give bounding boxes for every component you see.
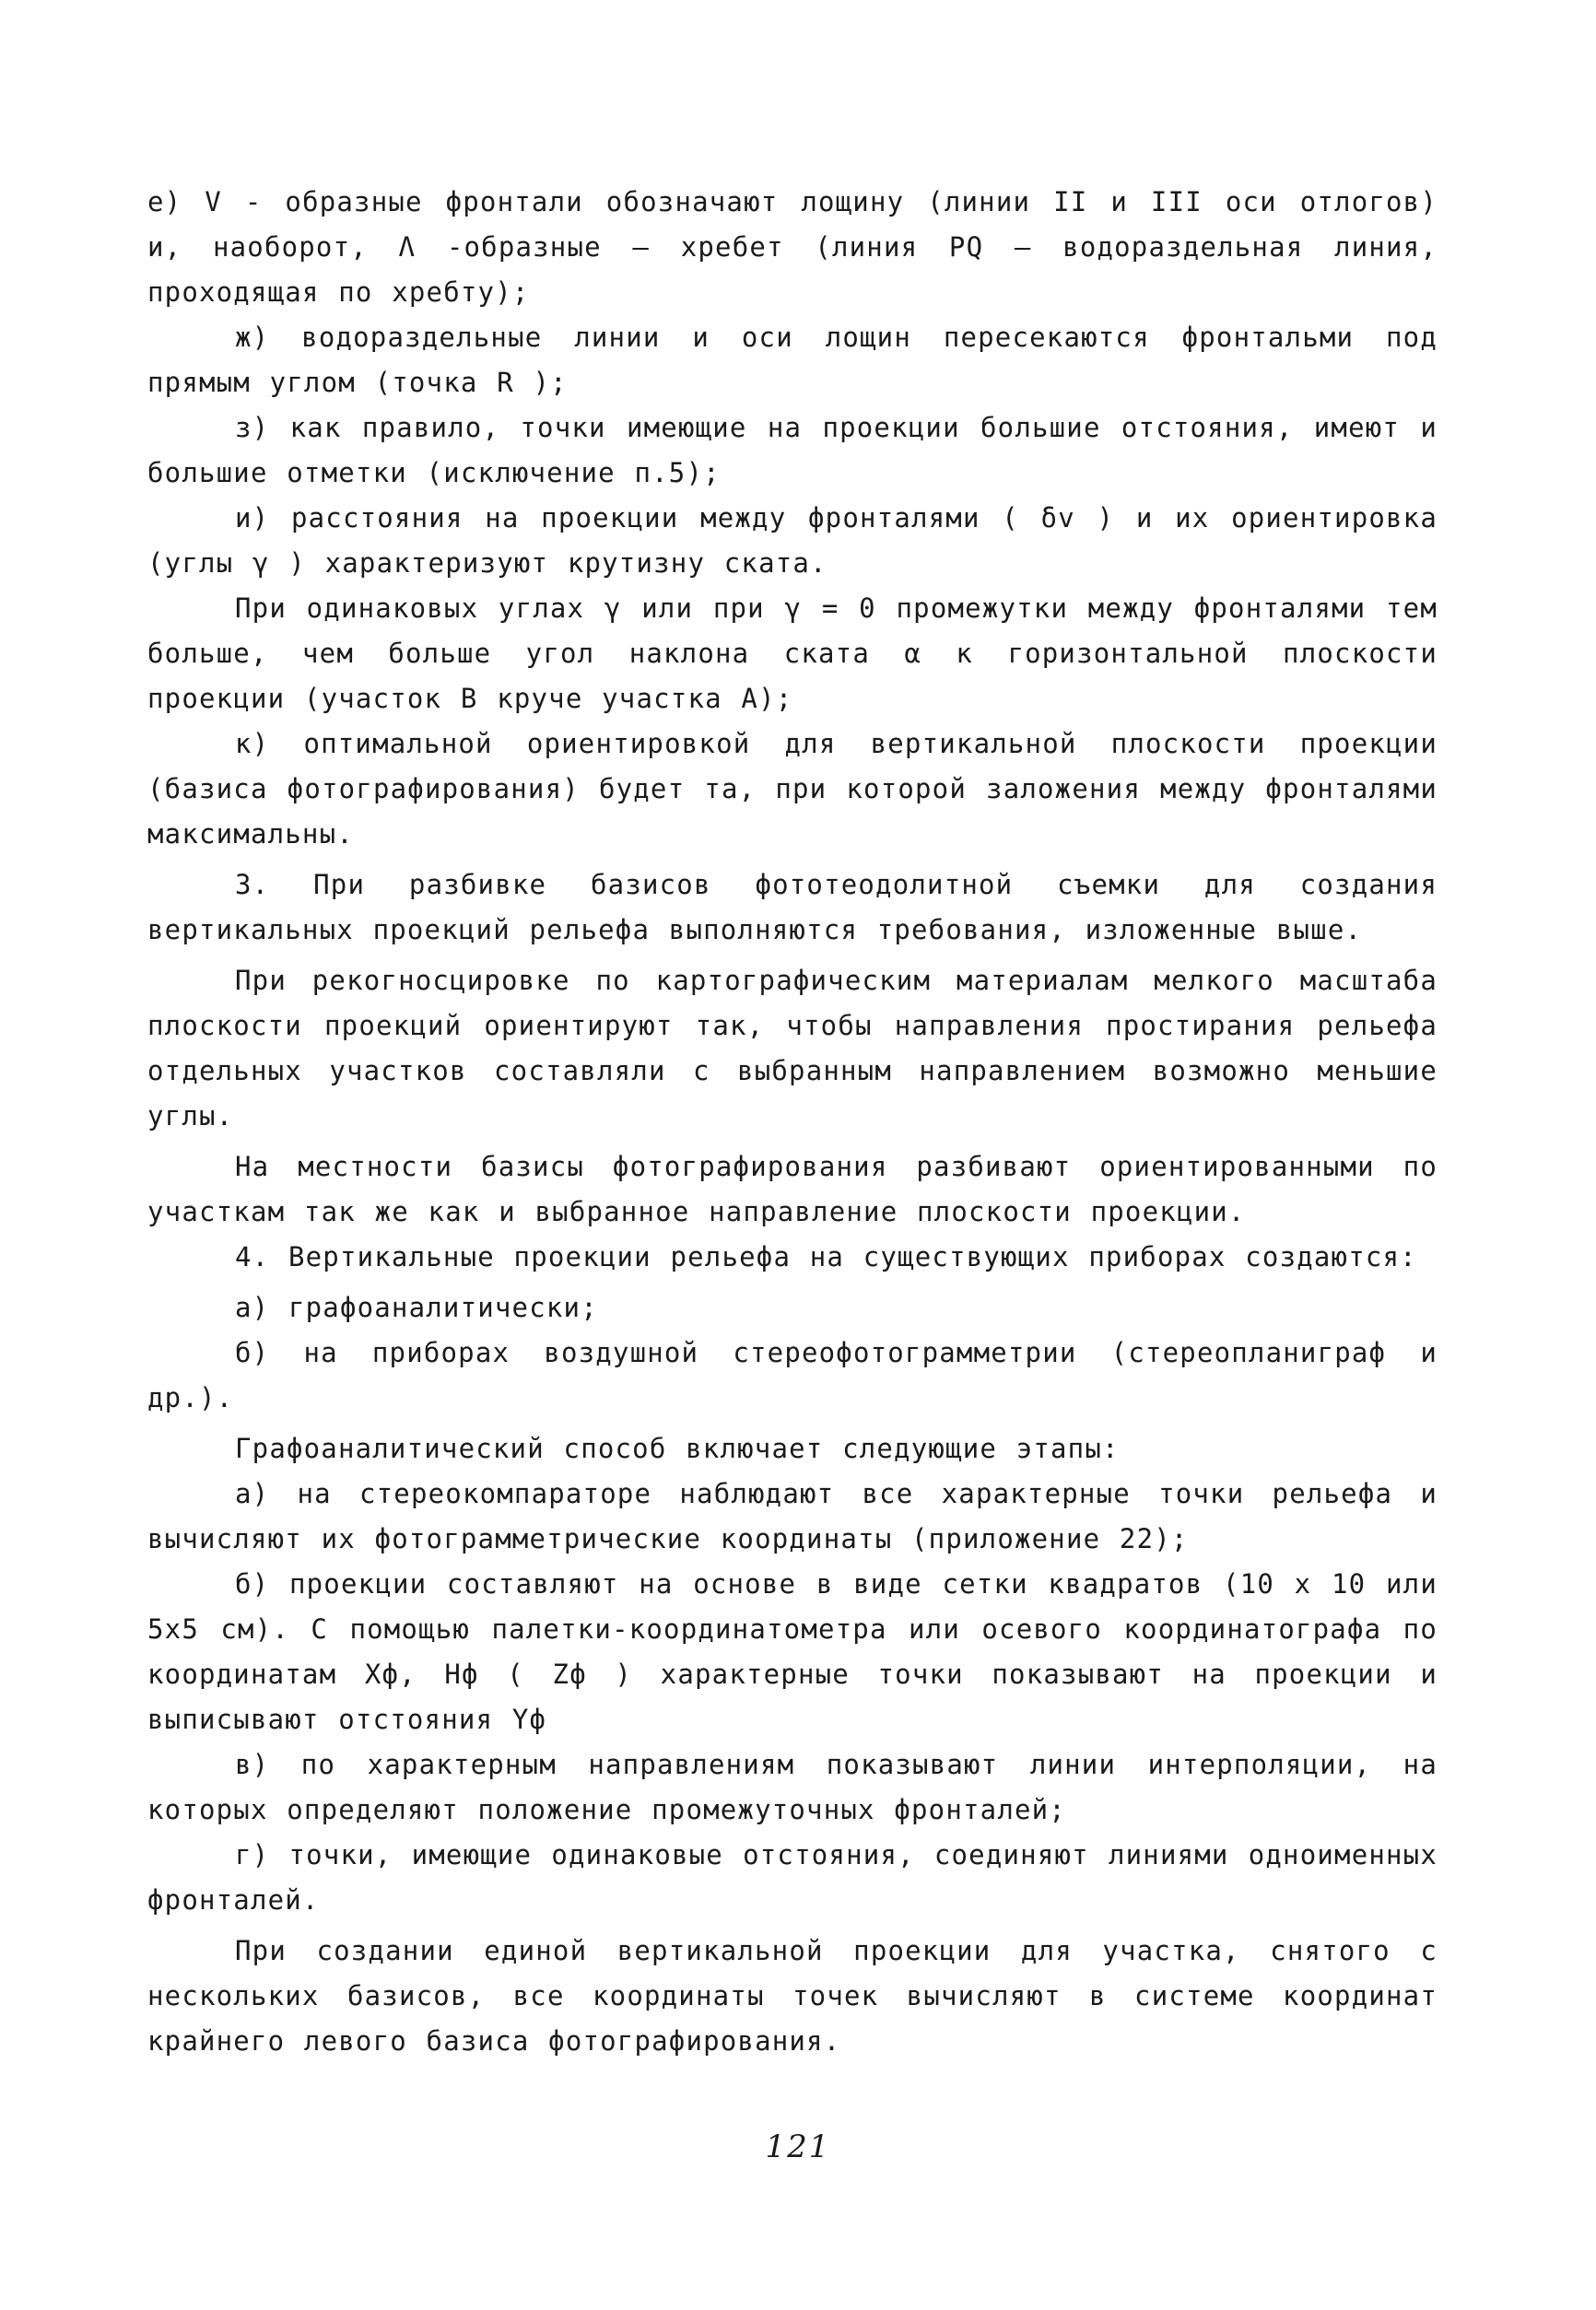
paragraph-reconnaissance: При рекогносцировке по картографическим материалам мелкого масштаба плоскости проекций ориентируют так, чтобы направления простирания рельефа отдельных участков составляли с выбранным направлением возможно меньшие углы. — [147, 965, 1438, 1132]
paragraph-4b: б) на приборах воздушной стереофотограмметрии (стереопланиграф и др.). — [147, 1337, 1438, 1413]
paragraph-equal-angles: При одинаковых углах γ или при γ = 0 промежутки между фронталями тем больше, чем больше угол наклона ската α к горизонтальной плоскости проекции (участок В круче участка А); — [147, 592, 1438, 714]
paragraph-step-v: в) по характерным направлениям показывают линии интерполяции, на которых определяют положение промежуточных фронталей; — [147, 1749, 1438, 1825]
paragraph-i: и) расстояния на проекции между фронталями ( δv ) и их ориентировка (углы γ ) характеризуют крутизну ската. — [147, 502, 1438, 579]
paragraph-k: к) оптимальной ориентировкой для вертикальной плоскости проекции (базиса фотографирования) будет та, при которой заложения между фронталями максимальны. — [147, 728, 1438, 850]
paragraph-z: з) как правило, точки имеющие на проекции большие отстояния, имеют и большие отметки (исключение п.5); — [147, 412, 1438, 488]
paragraph-step-g: г) точки, имеющие одинаковые отстояния, соединяют линиями одноименных фронталей. — [147, 1839, 1438, 1916]
paragraph-section-4: 4. Вертикальные проекции рельефа на существующих приборах создаются: — [235, 1241, 1417, 1272]
paragraph-zh: ж) водораздельные линии и оси лощин пересекаются фронтальми под прямым углом (точка R ); — [147, 322, 1438, 398]
paragraph-step-b: б) проекции составляют на основе в виде сетки квадратов (10 х 10 или 5х5 см). С помощью палетки-координатометра или осевого координатографа по координатам Xф, Hф ( Zф ) характерные точки показывают на проекции и выписывают отстояния Yф — [147, 1568, 1438, 1735]
paragraph-single-projection: При создании единой вертикальной проекции для участка, снятого с нескольких базисов, все координаты точек вычисляют в системе координат крайнего левого базиса фотографирования. — [147, 1935, 1438, 2057]
paragraph-terrain-bases: На местности базисы фотографирования разбивают ориентированными по участкам так же как и выбранное направление плоскости проекции. — [147, 1151, 1438, 1227]
paragraph-e: е) V - образные фронтали обозначают лощину (линии II и III оси отлогов) и, наоборот, Λ -образные – хребет (линия PQ – водораздельная линия, проходящая по хребту); — [147, 186, 1438, 308]
paragraph-step-a: а) на стереокомпараторе наблюдают все характерные точки рельефа и вычисляют их фотограмметрические координаты (приложение 22); — [147, 1478, 1438, 1554]
page-number: 121 — [765, 2128, 831, 2165]
paragraph-section-3: 3. При разбивке базисов фототеодолитной съемки для создания вертикальных проекций рельефа выполняются требования, изложенные выше. — [147, 869, 1438, 945]
paragraph-graphoanalytic: Графоаналитический способ включает следующие этапы: — [235, 1433, 1120, 1464]
body-text — [147, 180, 1438, 2064]
paragraph-4a: а) графоаналитически; — [235, 1292, 598, 1323]
